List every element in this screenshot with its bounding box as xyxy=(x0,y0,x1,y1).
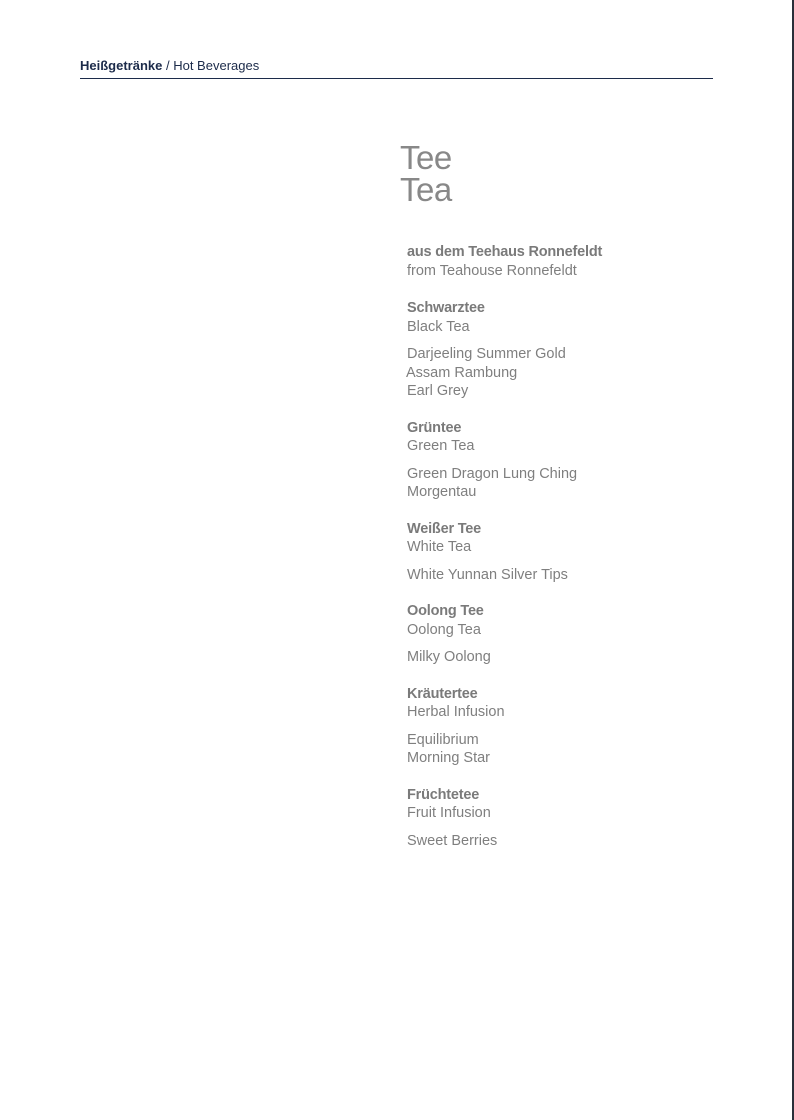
section-heading-en: Fruit Infusion xyxy=(407,805,491,821)
section-items xyxy=(407,465,737,502)
menu-item: Darjeeling Summer Gold xyxy=(407,346,566,362)
intro-en: from Teahouse Ronnefeldt xyxy=(407,262,577,279)
menu-item: Morgentau xyxy=(407,484,477,500)
title-en: Tea xyxy=(400,171,452,208)
section-black-tea xyxy=(407,299,737,401)
section-heading-en: Black Tea xyxy=(407,318,470,335)
section-items xyxy=(407,832,737,851)
section-items xyxy=(407,648,737,667)
section-heading-de: Grüntee xyxy=(407,419,462,436)
menu-item: Equilibrium xyxy=(407,731,479,748)
header-category-en: Hot Beverages xyxy=(173,58,260,73)
section-items xyxy=(407,566,737,585)
tea-menu xyxy=(407,243,737,868)
title-de: Tee xyxy=(400,139,452,176)
menu-item: Assam Rambung xyxy=(406,364,518,381)
section-white-tea xyxy=(407,520,737,585)
section-heading-de: Früchtetee xyxy=(407,786,480,803)
page-header xyxy=(80,58,713,79)
menu-item: Green Dragon Lung Ching xyxy=(407,465,578,482)
section-heading-en: Oolong Tea xyxy=(407,621,481,638)
section-oolong-tea xyxy=(407,602,737,667)
menu-item: Earl Grey xyxy=(407,383,469,399)
section-heading-de: Schwarztee xyxy=(407,300,485,316)
section-heading-en: Herbal Infusion xyxy=(407,704,505,720)
menu-item: Sweet Berries xyxy=(407,832,498,849)
section-heading-en: White Tea xyxy=(407,539,472,555)
section-heading-de: Oolong Tee xyxy=(407,603,484,619)
header-separator: / xyxy=(162,58,174,73)
section-green-tea xyxy=(407,419,737,502)
section-herbal-infusion xyxy=(407,685,737,768)
menu-item: Morning Star xyxy=(407,750,491,766)
header-category-de: Heißgetränke xyxy=(80,58,163,73)
intro-block xyxy=(407,243,737,280)
section-items xyxy=(407,345,737,401)
section-items xyxy=(407,731,737,768)
menu-item: Milky Oolong xyxy=(407,649,491,665)
page-title xyxy=(400,139,452,208)
section-fruit-infusion xyxy=(407,786,737,851)
section-heading-de: Weißer Tee xyxy=(407,520,482,537)
section-heading-en: Green Tea xyxy=(407,438,475,454)
section-heading-de: Kräutertee xyxy=(407,685,478,702)
menu-item: White Yunnan Silver Tips xyxy=(407,566,568,583)
intro-de: aus dem Teehaus Ronnefeldt xyxy=(407,244,603,260)
